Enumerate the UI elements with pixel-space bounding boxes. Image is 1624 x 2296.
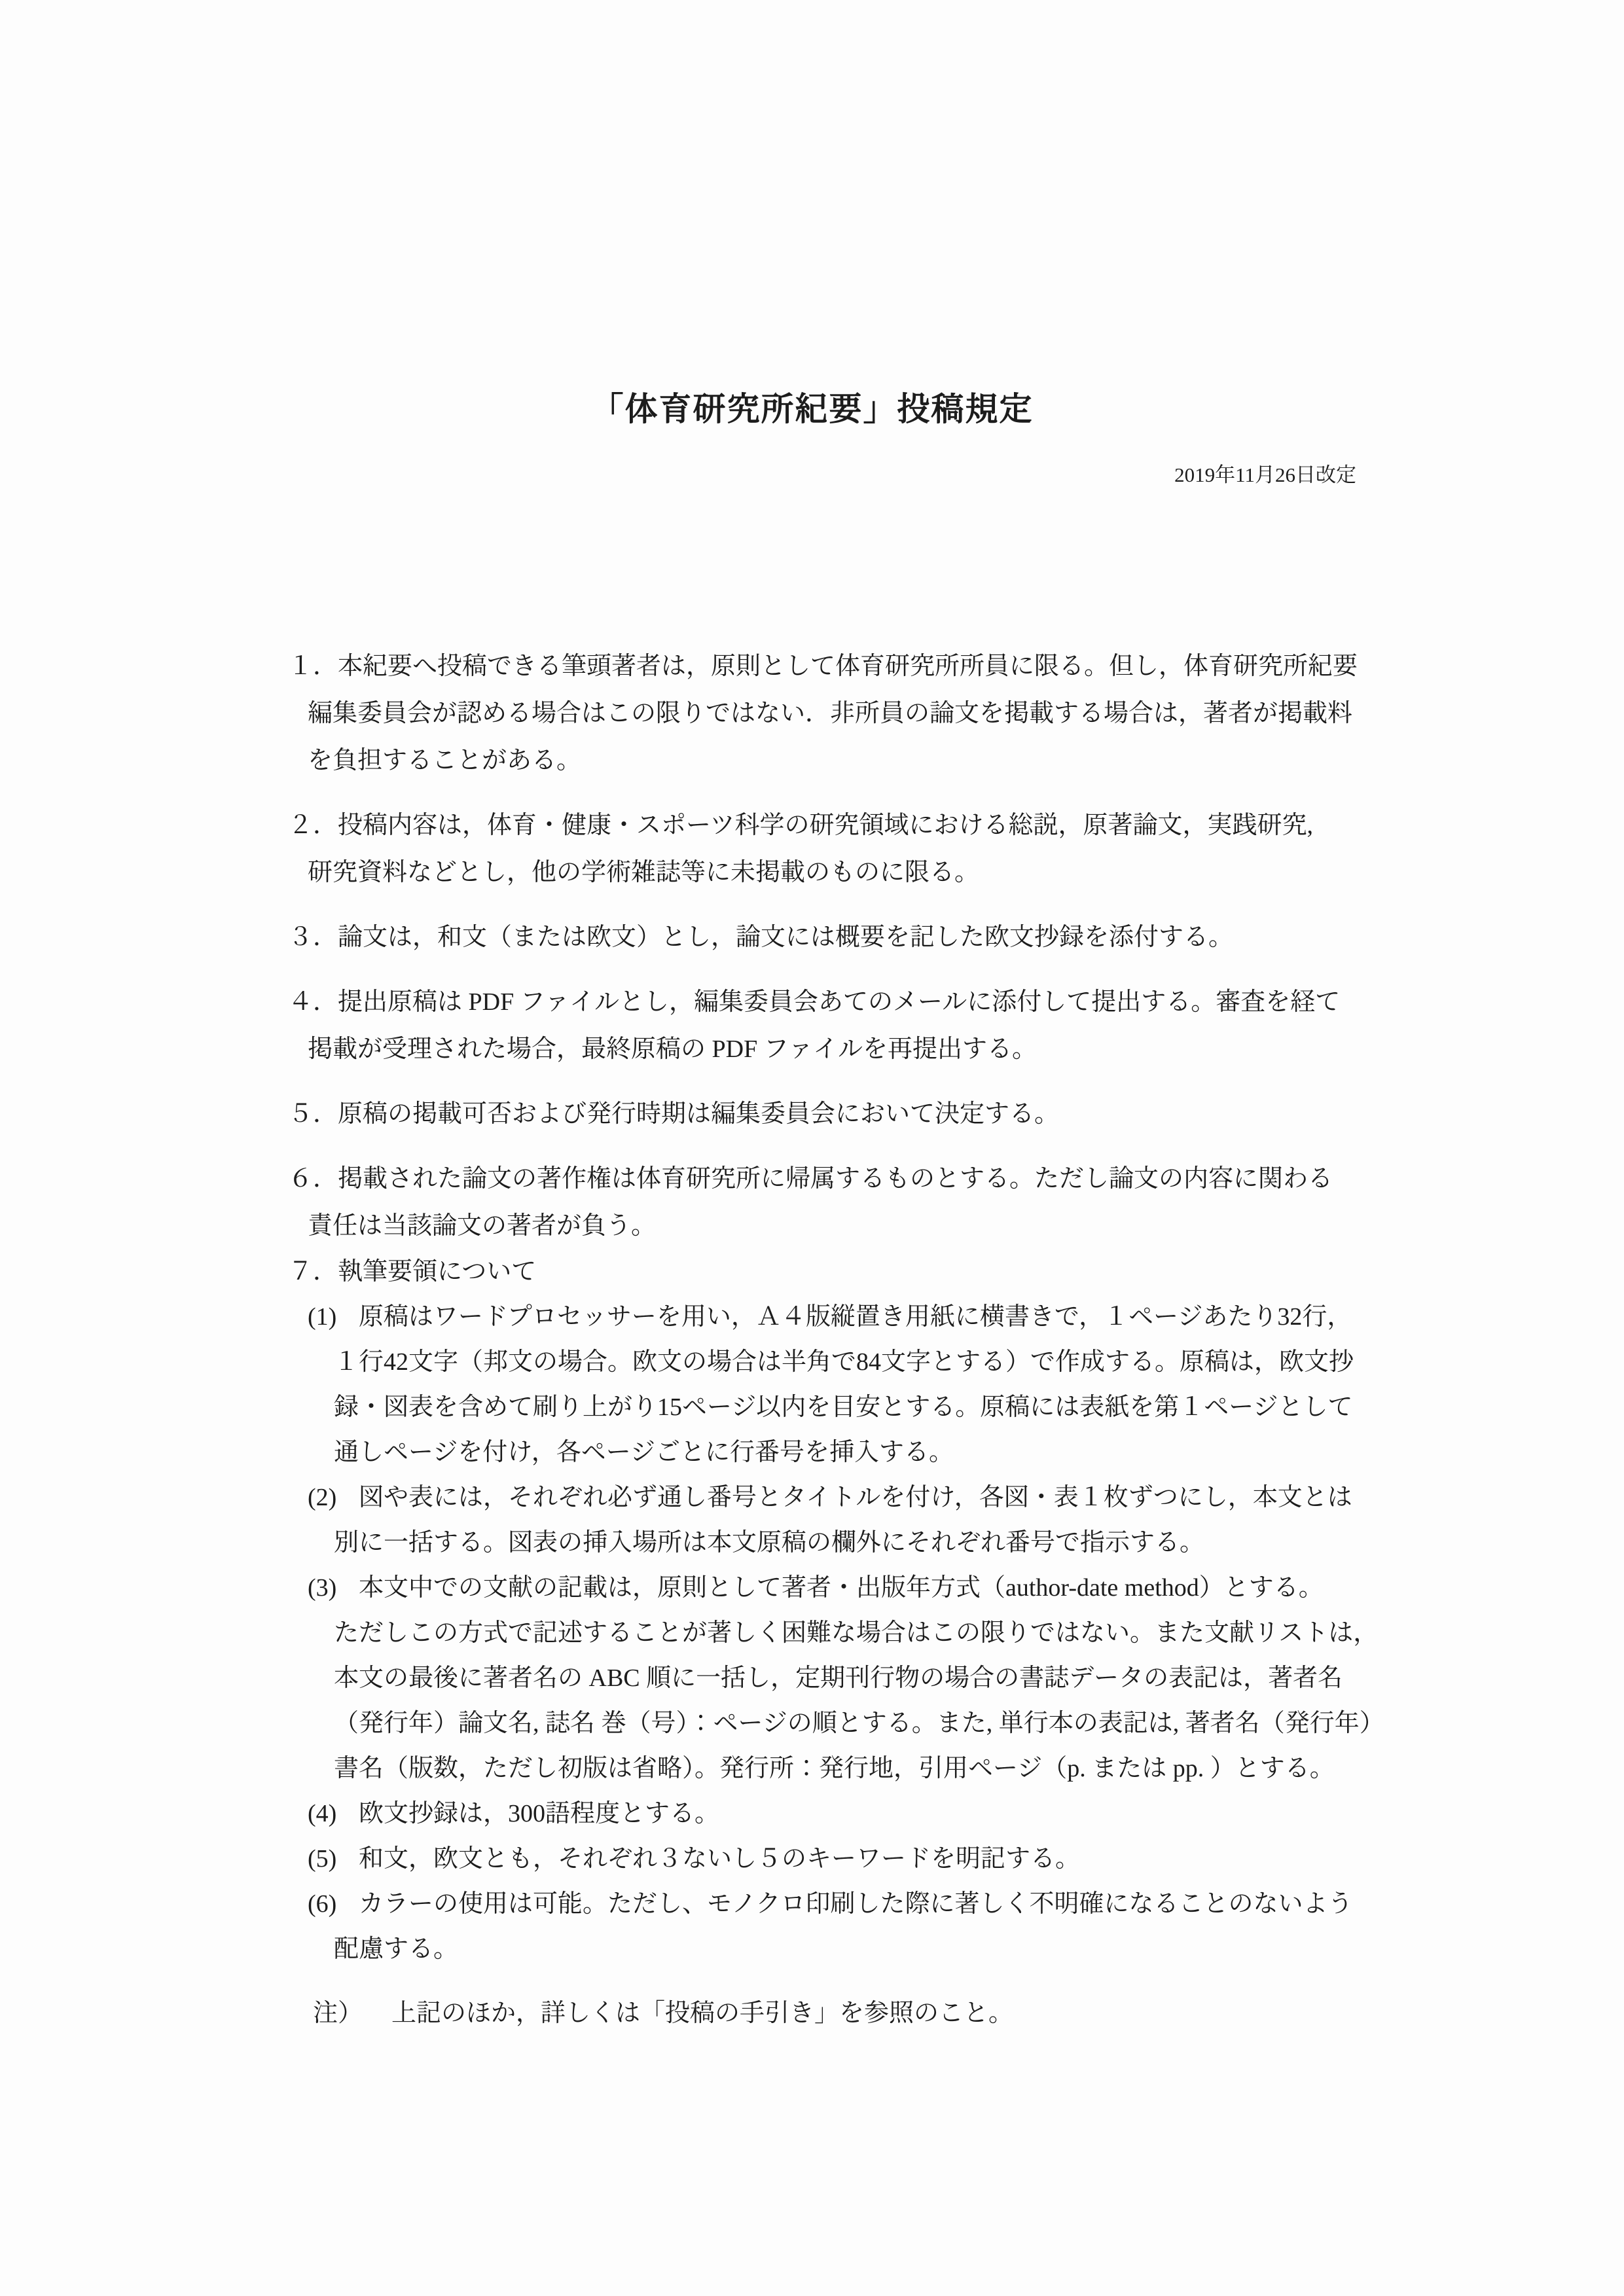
item-number: ６． [288, 1165, 338, 1193]
item-number: ５． [288, 1100, 338, 1128]
rule-line [288, 1090, 1624, 1138]
subitem-marker: (2) [308, 1484, 337, 1511]
guideline-line [308, 1837, 1624, 1882]
guideline-line: 配慮する。 [334, 1935, 459, 1963]
rule-item-3 [288, 914, 1624, 961]
subitem-marker: (4) [308, 1800, 337, 1827]
rule-line [288, 978, 1624, 1026]
guideline-line: １行42文字（邦文の場合。欧文の場合は半角で84文字とする）で作成する。原稿は，欧文抄 [334, 1348, 1354, 1376]
guideline-text: カラーの使用は可能。ただし、モノクロ印刷した際に著しく不明確になることのないよう [359, 1890, 1353, 1918]
guideline-line: 通しページを付け，各ページごとに行番号を挿入する。 [334, 1439, 954, 1466]
guideline-subitem-2 [288, 1475, 1624, 1566]
guideline-subitem-3 [288, 1566, 1624, 1791]
subitem-marker: (6) [308, 1890, 337, 1918]
item-number: ３． [288, 924, 338, 951]
rule-line: を負担することがある。 [308, 747, 582, 774]
guideline-subitem-4 [288, 1791, 1624, 1837]
rule-line [288, 914, 1624, 961]
rule-text: 投稿内容は，体育・健康・スポーツ科学の研究領域における総説，原著論文，実践研究, [338, 812, 1313, 839]
subitem-marker: (5) [308, 1845, 337, 1873]
guideline-subitem-1 [288, 1295, 1624, 1475]
revision-date: 2019年11月26日改定 [1174, 463, 1356, 486]
item-number: ７． [288, 1258, 338, 1285]
rule-text: 本紀要へ投稿できる筆頭著者は，原則として体育研究所所員に限る。但し，体育研究所紀要 [338, 653, 1358, 680]
guideline-text: 本文中での文献の記載は，原則として著者・出版年方式（author-date method）とする。 [359, 1574, 1324, 1602]
rule-item-1 [288, 643, 1624, 784]
item-number: １． [288, 653, 338, 680]
guideline-line: 別に一括する。図表の挿入場所は本文原稿の欄外にそれぞれ番号で指示する。 [334, 1529, 1205, 1556]
rule-text: 執筆要領について [338, 1258, 537, 1285]
guideline-line: ただしこの方式で記述することが著しく困難な場合はこの限りではない。また文献リストは， [334, 1619, 1379, 1647]
guideline-line [308, 1566, 1624, 1611]
rule-text: 原稿の掲載可否および発行時期は編集委員会において決定する。 [338, 1100, 1060, 1128]
subitem-marker: (1) [308, 1303, 337, 1331]
guideline-text: 欧文抄録は，300語程度とする。 [359, 1800, 720, 1827]
footnote-marker: 注） [313, 2000, 363, 2027]
rule-line: 掲載が受理された場合，最終原稿の PDF ファイルを再提出する。 [308, 1035, 1037, 1063]
rule-line [288, 1155, 1624, 1202]
rule-line: 責任は当該論文の著者が負う。 [308, 1212, 657, 1240]
guideline-line: 書名（版数，ただし初版は省略）。発行所：発行地，引用ページ（p. または pp. ）とする。 [334, 1755, 1335, 1782]
guideline-text: 図や表には，それぞれ必ず通し番号とタイトルを付け，各図・表１枚ずつにし，本文とは [359, 1484, 1352, 1511]
rule-line: 編集委員会が認める場合はこの限りではない．非所員の論文を掲載する場合は，著者が掲載料 [308, 700, 1353, 727]
guideline-text: 和文，欧文とも，それぞれ３ないし５のキーワードを明記する。 [359, 1845, 1081, 1873]
rule-item-7 [288, 1249, 1624, 1972]
item-number: ４． [288, 988, 338, 1016]
rule-line [288, 643, 1624, 690]
rule-text: 論文は，和文（または欧文）とし，論文には概要を記した欧文抄録を添付する。 [338, 924, 1234, 951]
footnote-text: 上記のほか，詳しくは「投稿の手引き」を参照のこと。 [391, 2000, 1014, 2027]
rule-text: 提出原稿は PDF ファイルとし，編集委員会あてのメールに添付して提出する。審査を経て [338, 988, 1341, 1016]
rule-item-5 [288, 1090, 1624, 1138]
guideline-text: 原稿はワードプロセッサーを用い，Ａ４版縦置き用紙に横書きで，１ページあたり32行， [359, 1303, 1352, 1331]
guideline-line [308, 1791, 1624, 1837]
guideline-subitem-6 [288, 1882, 1624, 1972]
rule-text: 掲載された論文の著作権は体育研究所に帰属するものとする。ただし論文の内容に関わる [338, 1165, 1333, 1193]
item-number: ２． [288, 812, 338, 839]
guideline-line: （発行年）論文名, 誌名 巻（号）：ページの順とする。また, 単行本の表記は, 著者名（発行年） [334, 1710, 1384, 1737]
footnote [313, 1990, 1624, 2037]
rule-line [288, 802, 1624, 849]
rule-item-2 [288, 802, 1624, 896]
rule-line [288, 1249, 1624, 1295]
guideline-line [308, 1882, 1624, 1927]
guideline-line: 本文の最後に著者名の ABC 順に一括し，定期刊行物の場合の書誌データの表記は，著者名 [334, 1664, 1343, 1692]
document-body [288, 643, 1624, 2037]
subitem-marker: (3) [308, 1574, 337, 1602]
rule-line: 研究資料などとし，他の学術雑誌等に未掲載のものに限る。 [308, 859, 980, 886]
guideline-line: 録・図表を含めて刷り上がり15ページ以内を目安とする。原稿には表紙を第１ページとして [334, 1393, 1353, 1421]
document-title: 「体育研究所紀要」投稿規定 [590, 391, 1034, 427]
guideline-line [308, 1295, 1624, 1340]
guideline-line [308, 1475, 1624, 1520]
rule-item-6 [288, 1155, 1624, 1249]
guideline-subitem-5 [288, 1837, 1624, 1882]
rule-item-4 [288, 978, 1624, 1073]
